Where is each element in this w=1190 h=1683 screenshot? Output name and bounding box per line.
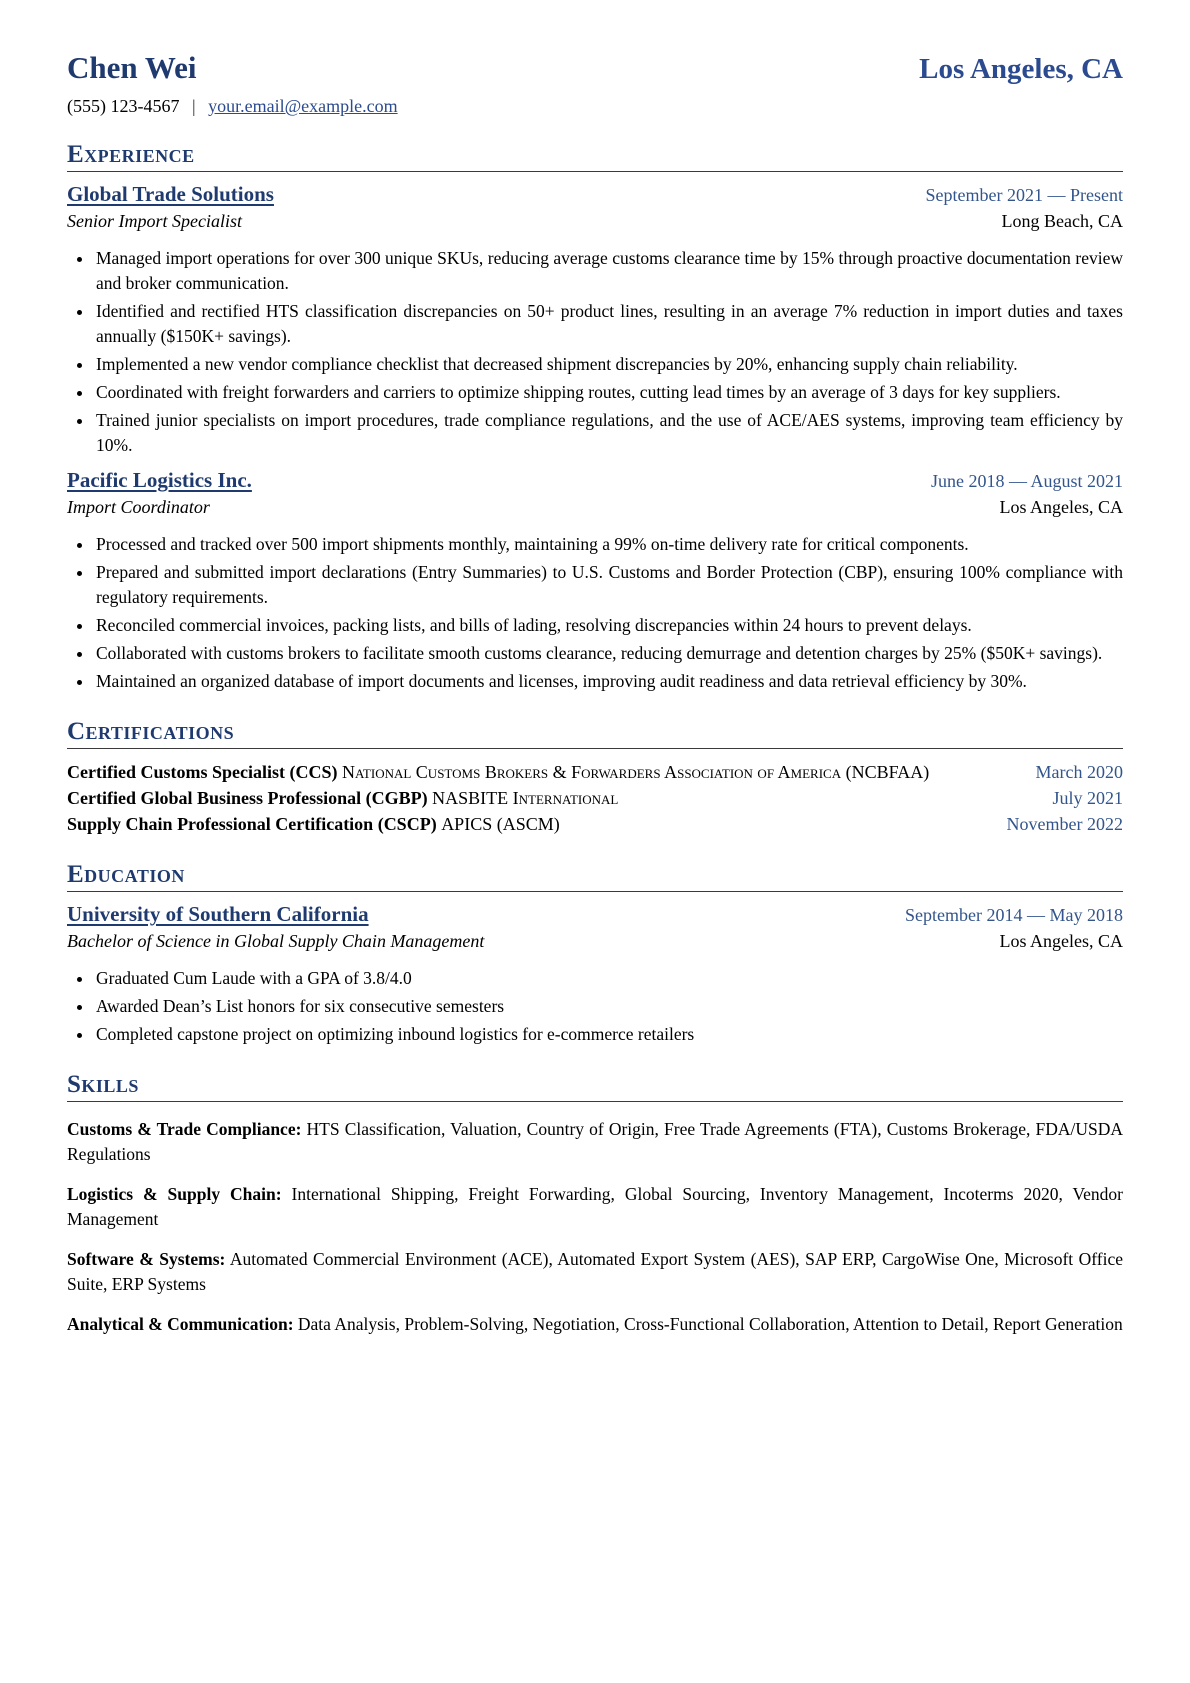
job-bullets	[67, 246, 1123, 458]
certification-item	[67, 785, 1123, 811]
education-location: Los Angeles, CA	[999, 931, 1123, 951]
certification-name: Certified Global Business Professional (CGBP)	[67, 788, 433, 808]
job-bullet: • Coordinated with freight forwarders and carriers to optimize shipping routes, cutting lead times by an average of 3 days for key suppliers.	[94, 380, 1123, 405]
certification-date: March 2020	[1035, 762, 1123, 782]
skill-group	[67, 1182, 1123, 1232]
job-bullet: • Implemented a new vendor compliance checklist that decreased shipment discrepancies by 20%, enhancing supply chain reliability.	[94, 352, 1123, 377]
job-title: Import Coordinator	[67, 497, 210, 517]
job-subheader	[67, 497, 1123, 518]
job-bullet: • Collaborated with customs brokers to facilitate smooth customs clearance, reducing demurrage and detention charges by 25% ($50K+ savings).	[94, 641, 1123, 666]
phone-number: (555) 123-4567	[67, 96, 180, 116]
skills-list	[67, 1117, 1123, 1337]
contact-separator: |	[191, 96, 196, 116]
company-name: Pacific Logistics Inc.	[67, 468, 252, 492]
job-dates: September 2021 — Present	[925, 185, 1123, 205]
education-bullet: • Awarded Dean’s List honors for six consecutive semesters	[94, 994, 1123, 1019]
education-bullet: • Graduated Cum Laude with a GPA of 3.8/4.0	[94, 966, 1123, 991]
education-bullet: • Completed capstone project on optimizing inbound logistics for e-commerce retailers	[94, 1022, 1123, 1047]
education-header	[67, 902, 1123, 927]
education-dates: September 2014 — May 2018	[905, 905, 1123, 925]
job-bullets	[67, 532, 1123, 694]
job-bullet: • Reconciled commercial invoices, packing lists, and bills of lading, resolving discrepancies within 24 hours to prevent delays.	[94, 613, 1123, 638]
certification-org: National Customs Brokers & Forwarders Association of America (NCBFAA)	[341, 762, 930, 782]
education-subheader	[67, 931, 1123, 952]
skill-group-items: Automated Commercial Environment (ACE), Automated Export System (AES), SAP ERP, CargoWise One, Microsoft Office Suite, ERP Systems	[67, 1249, 1123, 1294]
job-header	[67, 468, 1123, 493]
certification-date: July 2021	[1052, 788, 1123, 808]
education-entry	[67, 902, 1123, 1047]
company-name: Global Trade Solutions	[67, 182, 274, 206]
job-bullet: • Identified and rectified HTS classification discrepancies on 50+ product lines, resulting in an average 7% reduction in import duties and taxes annually ($150K+ savings).	[94, 299, 1123, 349]
skill-group	[67, 1312, 1123, 1337]
job-title: Senior Import Specialist	[67, 211, 242, 231]
job-subheader	[67, 211, 1123, 232]
resume-header	[67, 50, 1123, 86]
section-heading-skills: Skills	[67, 1071, 1123, 1102]
job-entry	[67, 468, 1123, 694]
section-heading-education: Education	[67, 861, 1123, 892]
job-dates: June 2018 — August 2021	[930, 471, 1123, 491]
certification-date: November 2022	[1006, 814, 1123, 834]
job-bullet: • Processed and tracked over 500 import shipments monthly, maintaining a 99% on-time delivery rate for critical components.	[94, 532, 1123, 557]
certification-item	[67, 811, 1123, 837]
email-link[interactable]: your.email@example.com	[208, 96, 398, 116]
job-location: Los Angeles, CA	[999, 497, 1123, 517]
job-bullet: • Trained junior specialists on import procedures, trade compliance regulations, and the use of ACE/AES systems, improving team efficiency by 10%.	[94, 408, 1123, 458]
skill-group-items: Data Analysis, Problem-Solving, Negotiation, Cross-Functional Collaboration, Attention to Detail, Report Generation	[293, 1314, 1123, 1334]
candidate-name: Chen Wei	[67, 50, 197, 85]
section-heading-certifications: Certifications	[67, 718, 1123, 749]
job-header	[67, 182, 1123, 207]
education-bullets	[67, 966, 1123, 1047]
contact-row	[67, 96, 1123, 117]
job-bullet: • Prepared and submitted import declarations (Entry Summaries) to U.S. Customs and Border Protection (CBP), ensuring 100% compliance with regulatory requirements.	[94, 560, 1123, 610]
skill-group-label: Software & Systems:	[67, 1249, 226, 1269]
certification-name: Certified Customs Specialist (CCS)	[67, 762, 342, 782]
school-name: University of Southern California	[67, 902, 369, 926]
skill-group	[67, 1117, 1123, 1167]
candidate-location: Los Angeles, CA	[919, 53, 1123, 85]
job-location: Long Beach, CA	[1001, 211, 1123, 231]
skill-group-label: Analytical & Communication:	[67, 1314, 294, 1334]
job-bullet: • Maintained an organized database of import documents and licenses, improving audit readiness and data retrieval efficiency by 30%.	[94, 669, 1123, 694]
section-heading-experience: Experience	[67, 141, 1123, 172]
job-entry	[67, 182, 1123, 458]
skill-group-items: International Shipping, Freight Forwarding, Global Sourcing, Inventory Management, Incoterms 2020, Vendor Management	[67, 1184, 1123, 1229]
certification-org: APICS (ASCM)	[441, 814, 560, 834]
skill-group	[67, 1247, 1123, 1297]
skill-group-label: Logistics & Supply Chain:	[67, 1184, 282, 1204]
skill-group-items: HTS Classification, Valuation, Country of Origin, Free Trade Agreements (FTA), Customs Brokerage, FDA/USDA Regulations	[67, 1119, 1123, 1164]
certification-list	[67, 759, 1123, 837]
skill-group-label: Customs & Trade Compliance:	[67, 1119, 302, 1139]
certification-org: NASBITE International	[432, 788, 619, 808]
degree-name: Bachelor of Science in Global Supply Chain Management	[67, 931, 485, 951]
job-bullet: • Managed import operations for over 300 unique SKUs, reducing average customs clearance time by 15% through proactive documentation review and broker communication.	[94, 246, 1123, 296]
certification-item	[67, 759, 1123, 785]
certification-name: Supply Chain Professional Certification (CSCP)	[67, 814, 442, 834]
